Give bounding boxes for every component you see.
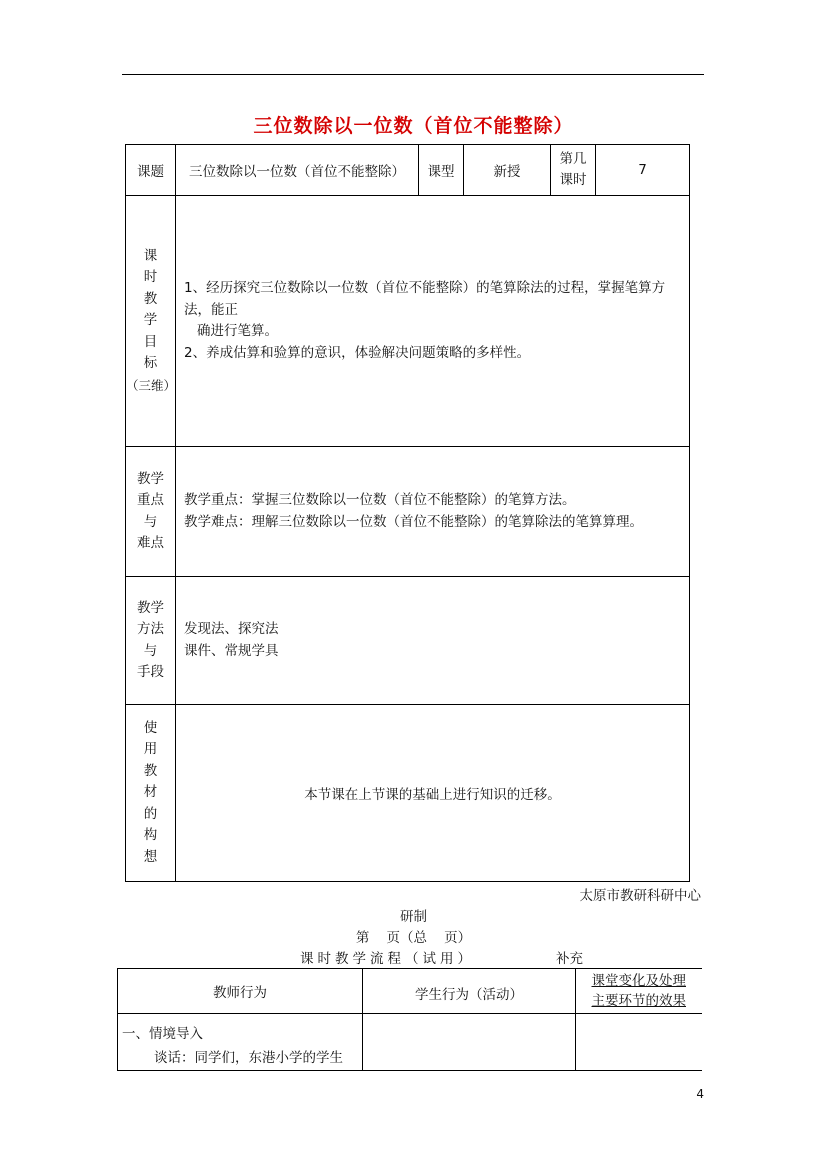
methods-label-line: 教学: [137, 599, 164, 616]
col-class-changes-line2: 主要环节的效果: [591, 993, 686, 1009]
lesson-no-label: [551, 145, 596, 196]
difficult-point: 教学难点：理解三位数除以一位数（首位不能整除）的笔算除法的笔算算理。: [184, 513, 643, 530]
made-note: 研制: [400, 909, 427, 925]
materials-content: 本节课在上节课的基础上进行知识的迁移。: [176, 705, 690, 882]
methods-label: [126, 577, 176, 705]
materials-label-char: 的: [143, 805, 158, 822]
methods-label-line: 与: [143, 642, 158, 659]
materials-label-char: 想: [143, 848, 158, 865]
topic-value: 三位数除以一位数（首位不能整除）: [176, 145, 419, 196]
lesson-no-label-line1: 第几: [559, 151, 587, 167]
lesson-info-table: [125, 144, 690, 882]
org-note: 太原市教研科研中心: [579, 888, 701, 904]
method-line: 发现法、探究法: [184, 621, 279, 637]
goals-label-char: （三维）: [126, 377, 177, 393]
header-rule: [122, 74, 704, 75]
goals-label-char: 标: [143, 355, 158, 372]
key-points-label-line: 教学: [137, 470, 164, 487]
page-title: 三位数除以一位数（首位不能整除）: [253, 115, 574, 137]
page-number: 4: [696, 1087, 704, 1101]
methods-content: [176, 577, 690, 705]
goals-label-char: 课: [143, 247, 158, 264]
flow-step-text: 谈话：同学们，东港小学的学生: [154, 1050, 343, 1066]
key-points-label-line: 重点: [137, 492, 164, 508]
goals-label-char: 时: [143, 269, 158, 286]
page-count-line: 第 页（总 页）: [355, 930, 472, 946]
methods-label-line: 手段: [137, 664, 164, 680]
materials-label-char: 材: [143, 784, 158, 801]
materials-label: [126, 705, 176, 882]
key-point: 教学重点：掌握三位数除以一位数（首位不能整除）的笔算方法。: [184, 492, 576, 508]
goals-label: [126, 196, 176, 447]
goal-2: 2、养成估算和验算的意识，体验解决问题策略的多样性。: [184, 344, 531, 361]
col-student-behavior: 学生行为（活动）: [363, 969, 576, 1014]
methods-label-line: 方法: [137, 621, 164, 637]
topic-label: 课题: [126, 145, 176, 196]
flow-title: 课时教学流程（试用）: [300, 951, 475, 967]
col-class-changes-line1: 课堂变化及处理: [591, 973, 686, 989]
flow-row-teacher: [118, 1014, 363, 1071]
goals-content: [176, 196, 690, 447]
goals-label-char: 学: [143, 312, 158, 329]
goal-1-cont: 确进行笔算。: [197, 323, 278, 339]
type-value: 新授: [464, 145, 551, 196]
col-class-changes: [576, 969, 702, 1014]
method-line: 课件、常规学具: [184, 642, 279, 659]
materials-label-char: 使: [143, 719, 158, 736]
materials-label-char: 构: [143, 827, 158, 844]
goal-1: 1、经历探究三位数除以一位数（首位不能整除）的笔算除法的过程，掌握笔算方法，能正: [184, 280, 666, 318]
goals-label-char: 目: [143, 333, 158, 350]
supplement-label: 补充: [556, 951, 583, 967]
key-points-content: [176, 447, 690, 577]
key-points-label: [126, 447, 176, 577]
key-points-label-line: 难点: [137, 535, 164, 551]
key-points-label-line: 与: [143, 513, 158, 530]
goals-label-char: 教: [143, 290, 158, 307]
type-label: 课型: [419, 145, 464, 196]
col-teacher-behavior: 教师行为: [118, 969, 363, 1014]
materials-label-char: 教: [143, 762, 158, 779]
flow-row-changes: [576, 1014, 702, 1071]
flow-step-title: 一、情境导入: [122, 1026, 203, 1042]
teaching-flow-table: [117, 968, 702, 1071]
flow-row-student: [363, 1014, 576, 1071]
lesson-no-label-line2: 课时: [559, 172, 587, 188]
materials-label-char: 用: [143, 741, 158, 758]
lesson-no-value: 7: [596, 145, 690, 196]
